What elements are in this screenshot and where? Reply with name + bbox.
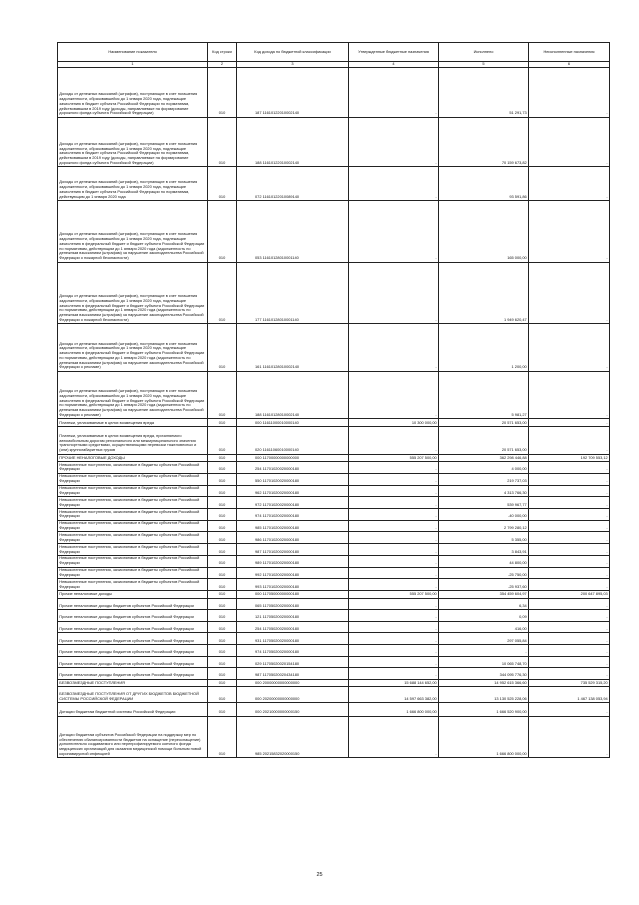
row-executed: 5 355,00 (439, 532, 529, 544)
row-executed: 6,34 (439, 598, 529, 610)
row-executed: 20 571 653,00 (439, 419, 529, 427)
row-line-code: 010 (208, 371, 237, 419)
header-approved: Утвержденные бюджетные назначения (349, 43, 439, 62)
row-income-code: 962 11701020020000180 (237, 485, 349, 497)
row-unexecuted: - (529, 117, 610, 167)
row-income-code: 987 11705020020434180 (237, 668, 349, 680)
row-line-code: 010 (208, 200, 237, 262)
row-unexecuted: - (529, 485, 610, 497)
row-name: Прочие неналоговые доходы бюджетов субъектов Российской Федерации (58, 621, 208, 633)
row-executed: 219 737,03 (439, 473, 529, 485)
row-name: Невыясненные поступления, зачисляемые в бюджеты субъектов Российской Федерации (58, 579, 208, 591)
header-indicator-name: Наименование показателя (58, 43, 208, 62)
row-line-code: 010 (208, 454, 237, 462)
row-unexecuted: - (529, 598, 610, 610)
row-approved: - (349, 167, 439, 201)
row-unexecuted: 200 647 895,03 (529, 591, 610, 599)
row-income-code: 065 11705020020000180 (237, 598, 349, 610)
row-approved: - (349, 532, 439, 544)
row-approved: - (349, 610, 439, 622)
row-executed: 416,00 (439, 621, 529, 633)
row-unexecuted: - (529, 371, 610, 419)
column-number: 3 (237, 62, 349, 68)
row-name: Невыясненные поступления, зачисляемые в бюджеты субъектов Российской Федерации (58, 473, 208, 485)
row-unexecuted: - (529, 621, 610, 633)
table-row (58, 324, 610, 372)
row-approved: - (349, 555, 439, 567)
row-line-code: 010 (208, 509, 237, 521)
row-income-code: 993 11701020020000180 (237, 579, 349, 591)
row-unexecuted: - (529, 473, 610, 485)
row-name: Прочие неналоговые доходы бюджетов субъектов Российской Федерации (58, 645, 208, 657)
row-line-code: 010 (208, 544, 237, 556)
row-line-code: 010 (208, 702, 237, 716)
row-name: ПРОЧИЕ НЕНАЛОГОВЫЕ ДОХОДЫ (58, 454, 208, 462)
table-row (58, 532, 610, 544)
column-number: 6 (529, 62, 610, 68)
row-name: Прочие неналоговые доходы бюджетов субъектов Российской Федерации (58, 598, 208, 610)
table-row (58, 371, 610, 419)
table-row (58, 200, 610, 262)
income-report-table (57, 42, 610, 758)
row-line-code: 010 (208, 485, 237, 497)
row-name: Прочие неналоговые доходы бюджетов субъектов Российской Федерации (58, 610, 208, 622)
row-income-code: 985 20215832020000150 (237, 716, 349, 758)
row-executed: 4 313 766,30 (439, 485, 529, 497)
row-name: Дотации бюджетам бюджетной системы Российской Федерации (58, 702, 208, 716)
row-line-code: 010 (208, 419, 237, 427)
row-name: Невыясненные поступления, зачисляемые в бюджеты субъектов Российской Федерации (58, 520, 208, 532)
row-income-code: 053 11610128010001140 (237, 200, 349, 262)
row-approved: - (349, 520, 439, 532)
row-executed: 344 095 776,30 (439, 668, 529, 680)
row-income-code: 188 11610128010002140 (237, 371, 349, 419)
table-row (58, 621, 610, 633)
table-row (58, 454, 610, 462)
table-row (58, 591, 610, 599)
table-row (58, 509, 610, 521)
row-unexecuted: - (529, 68, 610, 118)
row-name: Невыясненные поступления, зачисляемые в бюджеты субъектов Российской Федерации (58, 462, 208, 474)
row-name: Доходы от денежных взысканий (штрафов), поступающие в счет погашения задолженности, образовавшейся до 1 января 2020 года, подлежащие зачислению в федеральный бюджет и бюджет субъекта Российской Федерации по нормативам, действующим до 1 января 2020 года (задолженность по денежным взысканиям (штрафам) за нарушение законодательства Российской Федерации о пожарной безопасности) (58, 200, 208, 262)
row-approved: - (349, 621, 439, 633)
row-executed: -40 000,00 (439, 509, 529, 521)
row-name: Невыясненные поступления, зачисляемые в бюджеты субъектов Российской Федерации (58, 555, 208, 567)
row-approved: 1 666 800 000,00 (349, 702, 439, 716)
row-name: Дотации бюджетам субъектов Российской Федерации на поддержку мер по обеспечению сбалансированности бюджетов на оснащение (переоснащение) дополнительно создаваемого или перепрофилируемого коечного фонда медицинских организаций для оказания медицинской помощи больным новой коронавирусной инфекцией (58, 716, 208, 758)
row-executed: 51 291,73 (439, 68, 529, 118)
row-income-code: 989 11701020020000180 (237, 555, 349, 567)
header-row (58, 43, 610, 62)
row-name: Прочие неналоговые доходы бюджетов субъектов Российской Федерации (58, 633, 208, 645)
row-executed: 0,09 (439, 610, 529, 622)
header-income-code: Код дохода по бюджетной классификации (237, 43, 349, 62)
row-executed: 539 967,77 (439, 497, 529, 509)
row-approved: - (349, 324, 439, 372)
row-income-code: 000 20210000000000150 (237, 702, 349, 716)
row-unexecuted: - (529, 579, 610, 591)
table-row (58, 645, 610, 657)
row-name: Платежи, уплачиваемые в целях возмещения вреда (58, 419, 208, 427)
row-unexecuted: - (529, 645, 610, 657)
table-row (58, 262, 610, 324)
row-line-code: 010 (208, 579, 237, 591)
row-name: Доходы от денежных взысканий (штрафов), поступающие в счет погашения задолженности, образовавшейся до 1 января 2020 года, подлежащие зачислению в бюджет субъекта Российской Федерации по нормативам, действующим до 1 января 2020 года (58, 167, 208, 201)
row-income-code: 992 11701020020000180 (237, 567, 349, 579)
row-unexecuted: - (529, 633, 610, 645)
row-unexecuted: - (529, 200, 610, 262)
row-line-code: 010 (208, 520, 237, 532)
row-line-code: 010 (208, 687, 237, 703)
column-number: 4 (349, 62, 439, 68)
table-row (58, 716, 610, 758)
row-executed: 4 000,00 (439, 462, 529, 474)
row-unexecuted: - (529, 262, 610, 324)
row-income-code: 550 11701020020000180 (237, 473, 349, 485)
row-name: Прочие неналоговые доходы бюджетов субъектов Российской Федерации (58, 656, 208, 668)
row-line-code: 010 (208, 555, 237, 567)
row-line-code: 010 (208, 324, 237, 372)
row-line-code: 010 (208, 645, 237, 657)
table-row (58, 555, 610, 567)
row-unexecuted: - (529, 656, 610, 668)
row-unexecuted: - (529, 426, 610, 454)
table-row (58, 520, 610, 532)
row-name: Доходы от денежных взысканий (штрафов), поступающие в счет погашения задолженности, образовавшейся до 1 января 2020 года, подлежащие зачислению в федеральный бюджет и бюджет субъекта Российской Федерации по нормативам, действующим до 1 января 2020 года (задолженность по денежным взысканиям (штрафам) за нарушение законодательства Российской Федерации о пожарной безопасности) (58, 262, 208, 324)
row-name: Невыясненные поступления, зачисляемые в бюджеты субъектов Российской Федерации (58, 532, 208, 544)
row-executed: 362 298 446,88 (439, 454, 529, 462)
row-approved: 555 207 500,00 (349, 591, 439, 599)
row-name: БЕЗВОЗМЕЗДНЫЕ ПОСТУПЛЕНИЯ (58, 679, 208, 687)
row-income-code: 254 11701020020000180 (237, 462, 349, 474)
row-name: Доходы от денежных взысканий (штрафов), поступающие в счет погашения задолженности, образовавшейся до 1 января 2020 года, подлежащие зачислению в бюджет субъекта Российской Федерации по нормативам, действовавшим в 2019 году (доходы, направляемые на формирование дорожного фонда субъекта Российской Федерации) (58, 117, 208, 167)
row-income-code: 187 11610122010002140 (237, 68, 349, 118)
row-name: Невыясненные поступления, зачисляемые в бюджеты субъектов Российской Федерации (58, 544, 208, 556)
row-approved: 10 300 000,00 (349, 419, 439, 427)
table-row (58, 579, 610, 591)
row-income-code: 985 11701020020000180 (237, 520, 349, 532)
row-executed: 1 200,00 (439, 324, 529, 372)
table-row (58, 633, 610, 645)
row-unexecuted: - (529, 419, 610, 427)
row-income-code: 188 11610122010002140 (237, 117, 349, 167)
row-executed: 297 055,84 (439, 633, 529, 645)
row-income-code: 072 11610122010089140 (237, 167, 349, 201)
header-unexecuted: Неисполненные назначения (529, 43, 610, 62)
row-income-code: 254 11705020020000180 (237, 621, 349, 633)
table-body (58, 68, 610, 758)
table-row (58, 167, 610, 201)
row-unexecuted: - (529, 668, 610, 680)
row-executed: 14 952 615 366,60 (439, 679, 529, 687)
row-approved: - (349, 117, 439, 167)
column-number: 2 (208, 62, 237, 68)
row-executed: 165 000,00 (439, 200, 529, 262)
row-approved: - (349, 485, 439, 497)
row-executed: 1 666 800 000,00 (439, 716, 529, 758)
row-line-code: 010 (208, 610, 237, 622)
row-executed: 44 800,00 (439, 555, 529, 567)
row-unexecuted: 192 709 553,12 (529, 454, 610, 462)
header-line-code: Код строки (208, 43, 237, 62)
row-unexecuted: - (529, 509, 610, 521)
row-income-code: 000 11705000000000180 (237, 591, 349, 599)
row-approved: - (349, 579, 439, 591)
row-approved: - (349, 668, 439, 680)
row-executed: 70 159 673,82 (439, 117, 529, 167)
header-executed: Исполнено (439, 43, 529, 62)
row-income-code: 986 11701020020000180 (237, 532, 349, 544)
row-name: Невыясненные поступления, зачисляемые в бюджеты субъектов Российской Федерации (58, 567, 208, 579)
table-row (58, 567, 610, 579)
row-line-code: 010 (208, 716, 237, 758)
row-income-code: 972 11701020020000180 (237, 497, 349, 509)
row-approved: - (349, 716, 439, 758)
row-executed: 5 981,27 (439, 371, 529, 419)
row-executed: -25 750,00 (439, 567, 529, 579)
column-number: 5 (439, 62, 529, 68)
row-name: Невыясненные поступления, зачисляемые в бюджеты субъектов Российской Федерации (58, 497, 208, 509)
table-row (58, 679, 610, 687)
table-row (58, 462, 610, 474)
row-unexecuted: 1 467 138 053,94 (529, 687, 610, 703)
row-name: Доходы от денежных взысканий (штрафов), поступающие в счет погашения задолженности, образовавшейся до 1 января 2020 года, подлежащие зачислению в бюджет субъекта Российской Федерации по нормативам, действовавшим в 2019 году (доходы, направляемые на формирование дорожного фонда субъекта Российской Федерации) (58, 68, 208, 118)
row-executed: - (439, 645, 529, 657)
row-income-code: 974 11705020020000180 (237, 645, 349, 657)
table-row (58, 426, 610, 454)
row-income-code: 974 11701020020000180 (237, 509, 349, 521)
row-approved: 555 207 500,00 (349, 454, 439, 462)
row-line-code: 010 (208, 621, 237, 633)
row-unexecuted: - (529, 567, 610, 579)
row-unexecuted: - (529, 167, 610, 201)
row-approved: - (349, 509, 439, 521)
row-line-code: 010 (208, 668, 237, 680)
row-approved: - (349, 462, 439, 474)
row-line-code: 010 (208, 117, 237, 167)
row-income-code: 000 11700000000000000 (237, 454, 349, 462)
row-name: Невыясненные поступления, зачисляемые в бюджеты субъектов Российской Федерации (58, 485, 208, 497)
row-approved: - (349, 68, 439, 118)
row-executed: 1 949 620,47 (439, 262, 529, 324)
row-income-code: 029 11705020020154180 (237, 656, 349, 668)
row-approved: - (349, 567, 439, 579)
table-row (58, 598, 610, 610)
row-line-code: 010 (208, 591, 237, 599)
row-unexecuted: - (529, 324, 610, 372)
row-line-code: 010 (208, 167, 237, 201)
row-approved: - (349, 200, 439, 262)
table-row (58, 473, 610, 485)
row-approved: 15 688 144 652,00 (349, 679, 439, 687)
row-name: Доходы от денежных взысканий (штрафов), поступающие в счет погашения задолженности, образовавшейся до 1 января 2020 года, подлежащие зачислению в федеральный бюджет и бюджет субъекта Российской Федерации по нормативам, действующим до 1 января 2020 года (задолженность по денежным взысканиям (штрафам) за нарушение законодательства Российской Федерации о рекламе) (58, 371, 208, 419)
row-line-code: 010 (208, 656, 237, 668)
row-line-code: 010 (208, 262, 237, 324)
row-approved: - (349, 656, 439, 668)
table-row (58, 544, 610, 556)
row-approved: - (349, 497, 439, 509)
row-unexecuted: - (529, 462, 610, 474)
row-executed: 10 065 748,70 (439, 656, 529, 668)
row-unexecuted: 735 529 315,20 (529, 679, 610, 687)
column-number: 1 (58, 62, 208, 68)
row-executed: 93 591,86 (439, 167, 529, 201)
row-approved: - (349, 598, 439, 610)
row-line-code: 010 (208, 473, 237, 485)
row-executed: -25 937,60 (439, 579, 529, 591)
page-number: 25 (316, 872, 323, 878)
row-unexecuted: - (529, 520, 610, 532)
table-row (58, 117, 610, 167)
row-unexecuted: - (529, 555, 610, 567)
row-line-code: 010 (208, 68, 237, 118)
row-name: Доходы от денежных взысканий (штрафов), поступающие в счет погашения задолженности, образовавшейся до 1 января 2020 года, подлежащие зачислению в федеральный бюджет и бюджет субъекта Российской Федерации по нормативам, действующим до 1 января 2020 года (задолженность по денежным взысканиям (штрафам) за нарушение законодательства Российской Федерации о рекламе) (58, 324, 208, 372)
row-unexecuted: - (529, 610, 610, 622)
row-approved: - (349, 645, 439, 657)
row-line-code: 010 (208, 633, 237, 645)
row-approved: - (349, 633, 439, 645)
row-unexecuted: - (529, 716, 610, 758)
row-line-code: 010 (208, 532, 237, 544)
row-income-code: 000 11611000010000140 (237, 419, 349, 427)
row-executed: 3 843,91 (439, 544, 529, 556)
row-line-code: 010 (208, 598, 237, 610)
row-executed: 354 459 604,97 (439, 591, 529, 599)
row-income-code: 931 11705020020000180 (237, 633, 349, 645)
row-line-code: 010 (208, 462, 237, 474)
row-line-code: 010 (208, 567, 237, 579)
row-income-code: 020 11611060010000140 (237, 426, 349, 454)
table-row (58, 610, 610, 622)
row-executed: 13 130 525 228,06 (439, 687, 529, 703)
table-row (58, 68, 610, 118)
row-income-code: 121 11705020020000180 (237, 610, 349, 622)
row-unexecuted: - (529, 532, 610, 544)
table-row (58, 485, 610, 497)
row-income-code: 000 20200000000000000 (237, 687, 349, 703)
row-unexecuted: - (529, 497, 610, 509)
table-row (58, 497, 610, 509)
table-row (58, 668, 610, 680)
table-row (58, 687, 610, 703)
table-row (58, 656, 610, 668)
row-unexecuted: - (529, 544, 610, 556)
row-executed: 1 666 520 900,00 (439, 702, 529, 716)
row-name: Прочие неналоговые доходы (58, 591, 208, 599)
row-income-code: 987 11701020020000180 (237, 544, 349, 556)
row-line-code: 010 (208, 497, 237, 509)
row-income-code: 000 20000000000000000 (237, 679, 349, 687)
row-income-code: 161 11610128010002140 (237, 324, 349, 372)
row-name: Невыясненные поступления, зачисляемые в бюджеты субъектов Российской Федерации (58, 509, 208, 521)
row-approved: - (349, 371, 439, 419)
row-approved: 14 597 663 382,00 (349, 687, 439, 703)
row-unexecuted: - (529, 702, 610, 716)
table-row (58, 419, 610, 427)
row-line-code: 010 (208, 426, 237, 454)
row-line-code: 010 (208, 679, 237, 687)
row-approved: - (349, 262, 439, 324)
row-approved: - (349, 473, 439, 485)
table-row (58, 702, 610, 716)
row-name: Прочие неналоговые доходы бюджетов субъектов Российской Федерации (58, 668, 208, 680)
row-approved: - (349, 426, 439, 454)
row-executed: 2 799 280,12 (439, 520, 529, 532)
row-name: Платежи, уплачиваемые в целях возмещения вреда, причиняемого автомобильным дорогам регионального или межмуниципального значения транспортными средствами, осуществляющими перевозки тяжеловесных и (или) крупногабаритных грузов (58, 426, 208, 454)
row-income-code: 177 11610128010001140 (237, 262, 349, 324)
row-executed: 20 571 653,00 (439, 426, 529, 454)
row-name: БЕЗВОЗМЕЗДНЫЕ ПОСТУПЛЕНИЯ ОТ ДРУГИХ БЮДЖЕТОВ БЮДЖЕТНОЙ СИСТЕМЫ РОССИЙСКОЙ ФЕДЕРАЦИИ (58, 687, 208, 703)
row-approved: - (349, 544, 439, 556)
